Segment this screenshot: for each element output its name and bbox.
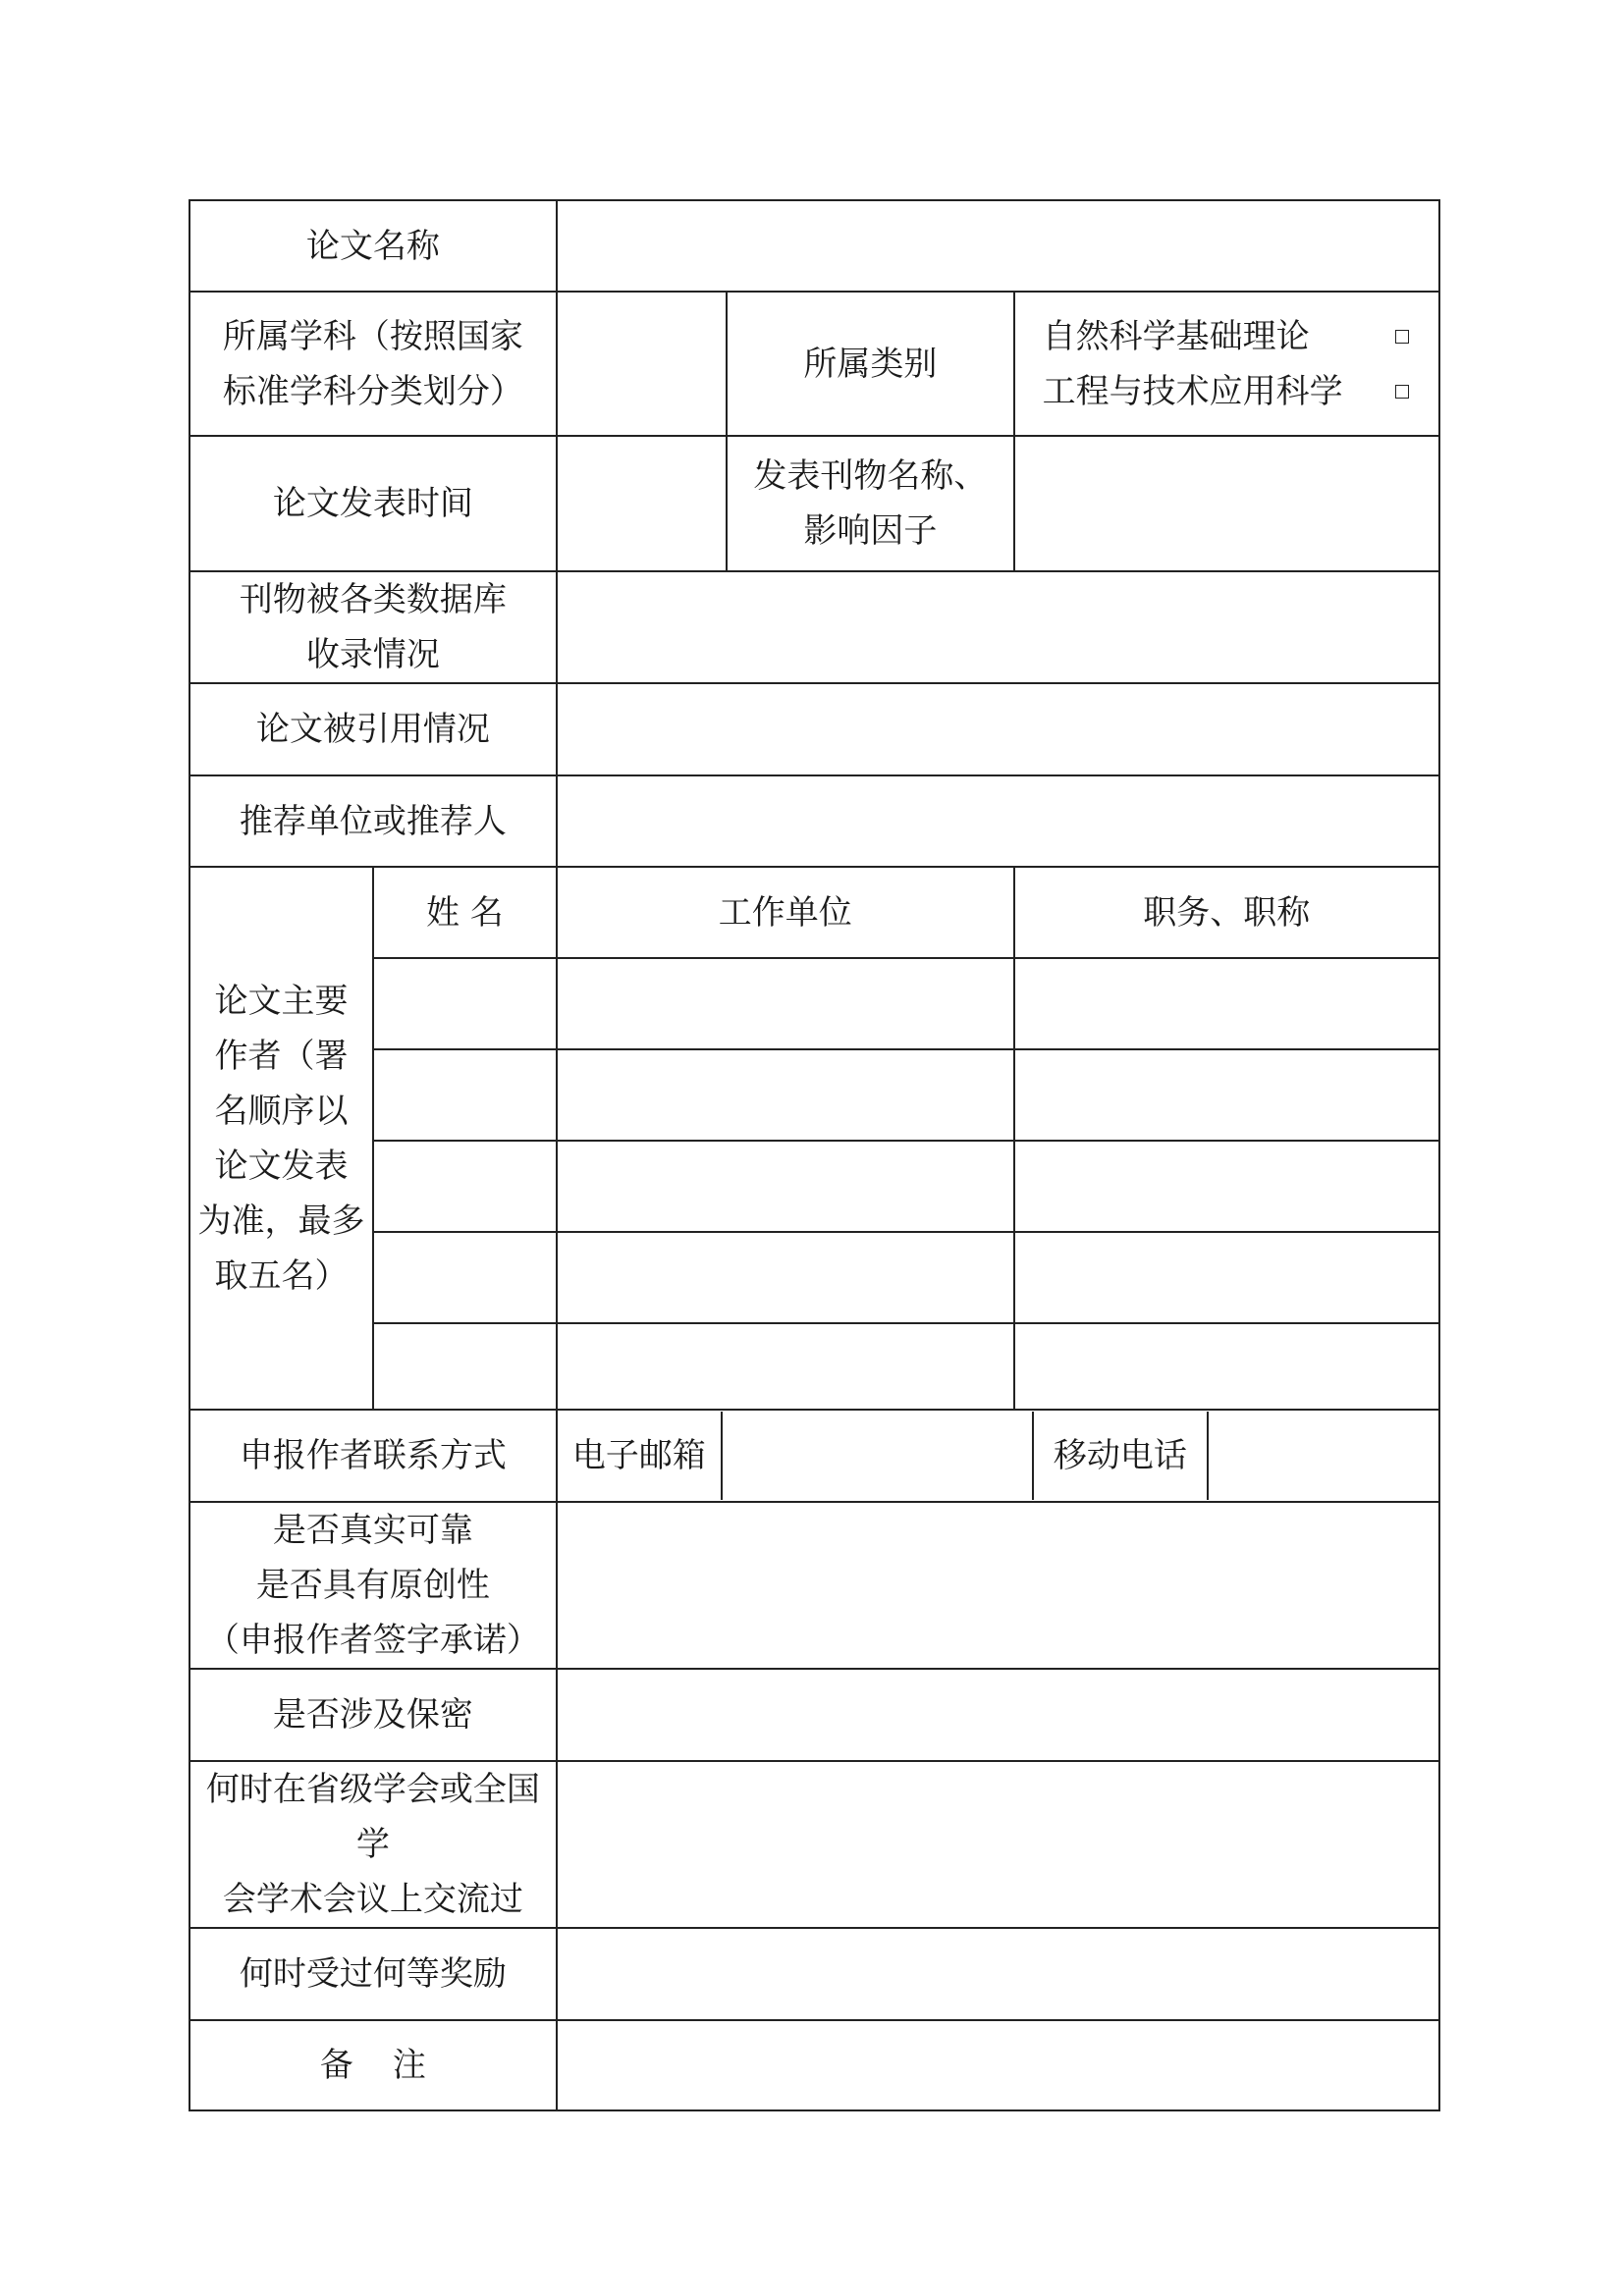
author-name-field[interactable] bbox=[373, 1323, 557, 1410]
discipline-label-line1: 所属学科（按照国家 bbox=[222, 316, 523, 356]
paper-title-label: 论文名称 bbox=[305, 226, 440, 266]
discipline-label-cell bbox=[189, 292, 557, 436]
authenticity-label-line3: （申报作者签字承诺） bbox=[205, 1621, 540, 1660]
conference-label-cell bbox=[189, 1761, 557, 1928]
category-label: 所属类别 bbox=[803, 344, 938, 384]
conference-label-line2: 会学术会议上交流过 bbox=[222, 1880, 523, 1919]
confidential-field[interactable] bbox=[557, 1669, 1439, 1761]
author-row bbox=[189, 1323, 1439, 1410]
author-work-unit-field[interactable] bbox=[557, 1323, 1014, 1410]
authenticity-label-cell bbox=[189, 1502, 557, 1669]
conference-label-line1: 何时在省级学会或全国学 bbox=[205, 1770, 540, 1864]
publish-time-field[interactable] bbox=[557, 436, 727, 571]
mobile-label: 移动电话 bbox=[1053, 1436, 1187, 1475]
author-work-unit-field[interactable] bbox=[557, 1141, 1014, 1232]
category-option-engineering[interactable] bbox=[1043, 364, 1411, 419]
recommender-field[interactable] bbox=[557, 775, 1439, 867]
author-row bbox=[189, 1049, 1439, 1141]
checkbox-engineering[interactable] bbox=[1395, 385, 1409, 399]
contact-fields bbox=[558, 1412, 1438, 1500]
email-label-cell bbox=[558, 1412, 723, 1500]
citation-label-cell bbox=[189, 683, 557, 775]
category-options-cell bbox=[1014, 292, 1439, 436]
author-name-header bbox=[373, 867, 557, 958]
author-work-unit-field[interactable] bbox=[557, 1049, 1014, 1141]
row-confidential bbox=[189, 1669, 1439, 1761]
row-publish-time bbox=[189, 436, 1439, 571]
row-recommender bbox=[189, 775, 1439, 867]
paper-title-field[interactable] bbox=[557, 200, 1439, 292]
author-position-field[interactable] bbox=[1014, 1049, 1439, 1141]
row-indexing bbox=[189, 571, 1439, 683]
discipline-field[interactable] bbox=[557, 292, 727, 436]
author-position-field[interactable] bbox=[1014, 1323, 1439, 1410]
author-row bbox=[189, 1141, 1439, 1232]
awards-label-cell bbox=[189, 1928, 557, 2020]
paper-application-form bbox=[189, 199, 1440, 2111]
indexing-label-line1: 刊物被各类数据库 bbox=[239, 580, 507, 619]
category-label-cell bbox=[727, 292, 1013, 436]
remarks-field[interactable] bbox=[557, 2020, 1439, 2110]
author-name-field[interactable] bbox=[373, 1232, 557, 1323]
author-name-header-label: 姓 名 bbox=[425, 892, 504, 933]
contact-fields-cell bbox=[557, 1410, 1439, 1502]
author-row bbox=[189, 958, 1439, 1049]
mobile-field[interactable] bbox=[1209, 1412, 1438, 1500]
row-citation bbox=[189, 683, 1439, 775]
indexing-label-line2: 收录情况 bbox=[305, 635, 440, 674]
recommender-label-cell bbox=[189, 775, 557, 867]
email-field[interactable] bbox=[723, 1412, 1034, 1500]
row-awards bbox=[189, 1928, 1439, 2020]
recommender-label: 推荐单位或推荐人 bbox=[239, 801, 507, 841]
author-position-field[interactable] bbox=[1014, 958, 1439, 1049]
author-work-unit-header-label: 工作单位 bbox=[718, 892, 852, 933]
confidential-label-cell bbox=[189, 1669, 557, 1761]
author-name-field[interactable] bbox=[373, 958, 557, 1049]
author-work-unit-field[interactable] bbox=[557, 1232, 1014, 1323]
authenticity-label-line1: 是否真实可靠 bbox=[272, 1511, 473, 1550]
confidential-label: 是否涉及保密 bbox=[272, 1695, 473, 1735]
mobile-label-cell bbox=[1034, 1412, 1209, 1500]
author-position-header-label: 职务、职称 bbox=[1143, 892, 1311, 933]
contact-label: 申报作者联系方式 bbox=[239, 1436, 507, 1475]
category-option-label: 工程与技术应用科学 bbox=[1042, 371, 1343, 411]
remarks-label-cell bbox=[189, 2020, 557, 2110]
author-position-field[interactable] bbox=[1014, 1232, 1439, 1323]
journal-label-line1: 发表刊物名称、 bbox=[753, 456, 988, 496]
author-position-header bbox=[1014, 867, 1439, 958]
row-authenticity bbox=[189, 1502, 1439, 1669]
row-remarks bbox=[189, 2020, 1439, 2110]
authors-label-line: 作者（署 bbox=[214, 1036, 349, 1076]
authenticity-label-line2: 是否具有原创性 bbox=[255, 1566, 490, 1605]
authenticity-field[interactable] bbox=[557, 1502, 1439, 1669]
conference-field[interactable] bbox=[557, 1761, 1439, 1928]
awards-field[interactable] bbox=[557, 1928, 1439, 2020]
citation-label: 论文被引用情况 bbox=[255, 710, 490, 749]
authors-label-cell bbox=[189, 867, 373, 1410]
row-contact bbox=[189, 1410, 1439, 1502]
discipline-label-line2: 标准学科分类划分） bbox=[222, 371, 523, 411]
row-authors-header bbox=[189, 867, 1439, 958]
checkbox-natural-science[interactable] bbox=[1395, 330, 1409, 344]
author-position-field[interactable] bbox=[1014, 1141, 1439, 1232]
email-label: 电子邮箱 bbox=[571, 1436, 706, 1475]
category-option-natural-science[interactable] bbox=[1043, 309, 1411, 364]
authors-label-line: 取五名） bbox=[214, 1255, 349, 1296]
publish-time-label: 论文发表时间 bbox=[272, 484, 473, 523]
category-option-label: 自然科学基础理论 bbox=[1042, 316, 1310, 356]
journal-field[interactable] bbox=[1014, 436, 1439, 571]
authors-label-line: 名顺序以 bbox=[214, 1091, 349, 1131]
publish-time-label-cell bbox=[189, 436, 557, 571]
author-name-field[interactable] bbox=[373, 1049, 557, 1141]
row-discipline bbox=[189, 292, 1439, 436]
authors-label-line: 论文主要 bbox=[214, 981, 349, 1021]
awards-label: 何时受过何等奖励 bbox=[239, 1954, 507, 1994]
remarks-label: 备注 bbox=[319, 2046, 465, 2085]
category-options bbox=[1015, 309, 1438, 419]
indexing-label-cell bbox=[189, 571, 557, 683]
authors-label-line: 为准，最多 bbox=[197, 1201, 365, 1241]
author-work-unit-header bbox=[557, 867, 1014, 958]
author-work-unit-field[interactable] bbox=[557, 958, 1014, 1049]
journal-label-cell bbox=[727, 436, 1013, 571]
indexing-field[interactable] bbox=[557, 571, 1439, 683]
journal-label-line2: 影响因子 bbox=[803, 511, 938, 551]
author-name-field[interactable] bbox=[373, 1141, 557, 1232]
authors-label-line: 论文发表 bbox=[214, 1146, 349, 1186]
row-conference bbox=[189, 1761, 1439, 1928]
citation-field[interactable] bbox=[557, 683, 1439, 775]
row-paper-title bbox=[189, 200, 1439, 292]
author-row bbox=[189, 1232, 1439, 1323]
contact-label-cell bbox=[189, 1410, 557, 1502]
paper-title-label-cell bbox=[189, 200, 557, 292]
